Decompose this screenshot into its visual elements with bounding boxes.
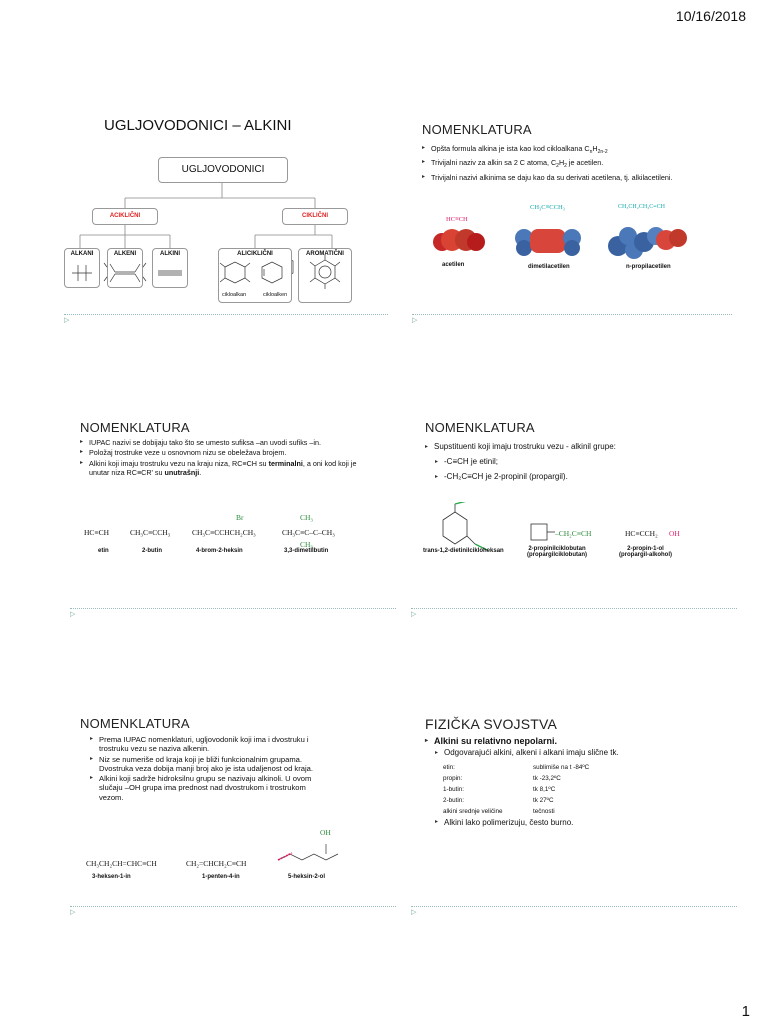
heksinol-skeleton [274, 840, 354, 870]
label-dimethylacetylene: dimetilacetilen [528, 264, 570, 270]
compound-name: propin: [443, 775, 463, 782]
formula-propargyl-group: –CH₂C≡CH [555, 529, 592, 538]
footer-arrow-icon: ▷ [412, 317, 418, 324]
bullet-list [425, 736, 725, 759]
label-acetylene: acetilen [442, 262, 465, 268]
formula-etin: HC≡CH [84, 528, 110, 537]
slide-2 [412, 122, 730, 362]
label-heksen-in: 3-heksen-1-in [92, 874, 131, 880]
slide-title: NOMENKLATURA [80, 716, 190, 731]
bullet: ▸ IUPAC nazivi se dobijaju tako što se umesto sufiksa –an uvodi sufiks –in. [80, 438, 376, 447]
space-filling-models [420, 220, 730, 280]
formula-heksin-ol-oh: OH [320, 828, 331, 837]
bullet-list [422, 144, 722, 183]
slide-title: FIZIČKA SVOJSTVA [425, 716, 558, 732]
structures-overlay [70, 115, 380, 315]
node-alicyclic: ALICIKLIČNI [218, 248, 292, 303]
slide-footer [70, 608, 396, 618]
compound-value: tk 27ºC [533, 797, 554, 804]
bullet: ▸ Alkini koji sadrže hidroksilnu grupu se nazivaju alkinoli. U ovom slučaju –OH grupa ima prednost nad dvostrukom i trostrukom vezom. [90, 774, 330, 802]
node-cyclic: CIKLIČNI [282, 208, 348, 225]
bullet-list [425, 440, 725, 485]
compound-name: 1-butin: [443, 786, 465, 793]
table-row [443, 784, 589, 795]
slide-title: NOMENKLATURA [80, 420, 190, 435]
formula-4-brom-2-heksin: CH₃C≡CCHCH₂CH₃ [192, 528, 256, 537]
bullet: ▸ Odgovarajući alkini, alkeni i alkani imaju slične tk. [425, 748, 725, 759]
label-propylacetylene: n-propilacetilen [626, 264, 671, 270]
footer-arrow-icon: ▷ [70, 909, 76, 916]
label-cycloalkane: cikloalkan [222, 292, 247, 298]
formula-acetylene: HC≡CH [446, 216, 468, 223]
compound-value: tečnosti [533, 808, 555, 815]
table-row [443, 773, 589, 784]
bullet: ▸ Trivijalni naziv za alkin sa 2 C atoma, $C_2H_2$ je acetilen. [422, 158, 722, 171]
bullet-list [435, 818, 725, 828]
formula-dimethylacetylene: CH₃C≡CCH₃ [530, 204, 565, 211]
bullet-list [80, 438, 376, 479]
slide-title: UGLJOVODONICI – ALKINI [104, 117, 292, 134]
formula-dimethylbutin-top: CH₃ [300, 513, 314, 522]
compound-value: tk 8,1ºC [533, 786, 556, 793]
footer-arrow-icon: ▷ [64, 317, 70, 324]
bullet: ▸ -CH₂C≡CH je 2-propinil (propargil). [425, 470, 725, 484]
label-cycloalkene: cikloalken [263, 292, 288, 298]
table-row [443, 795, 589, 806]
label-dietinilcikloheksan: trans-1,2-dietinilcikloheksan [423, 548, 504, 554]
slide-footer [70, 906, 396, 916]
formula-propargyl-alcohol-oh: OH [669, 529, 680, 538]
bullet: ▸ Supstituenti koji imaju trostruku vezu - alkinil grupe: [425, 440, 725, 454]
compound-name: 2-butin: [443, 797, 465, 804]
node-alkynes: ALKINI [152, 248, 188, 288]
bullet: ▸ Trivijalni nazivi alkinima se daju kao da su derivati acetilena, tj. alkilacetileni. [422, 173, 722, 182]
slide-footer [411, 906, 737, 916]
node-alkanes: ALKANI [64, 248, 100, 288]
slide-6 [411, 716, 733, 956]
node-hydrocarbons: UGLJOVODONICI [158, 157, 288, 183]
slide-footer [411, 608, 737, 618]
formula-propargyl-alcohol-chain: HC≡CCH₂ [625, 529, 658, 538]
bullet: ▸ Opšta formula alkina je ista kao kod cikloalkana $C_nH_{2n-2}$ [422, 144, 722, 157]
formula-heksen-in: CH₃CH₂CH=CHC≡CH [86, 859, 157, 868]
footer-arrow-icon: ▷ [70, 611, 76, 618]
label-penten-in: 1-penten-4-in [202, 874, 240, 880]
node-acyclic: ACIKLIČNI [92, 208, 158, 225]
slide-3 [70, 420, 388, 660]
bullet: ▸ Prema IUPAC nomenklaturi, ugljovodonik koji ima i dvostruku i trostruku vezu se naziva alkenin. [90, 735, 330, 754]
footer-arrow-icon: ▷ [411, 909, 417, 916]
footer-arrow-icon: ▷ [411, 611, 417, 618]
boiling-point-table [443, 762, 589, 817]
bullet: ▸ Alkini lako polimerizuju, često burno. [435, 818, 725, 827]
compound-name: etin: [443, 764, 455, 771]
label-etin: etin [98, 548, 109, 554]
node-alkenes: ALKENI [107, 248, 143, 288]
node-aromatic: AROMATIČNI [298, 248, 352, 303]
bullet: ▸ Alkini su relativno nepolarni. [425, 736, 725, 747]
table-row [443, 762, 589, 773]
bullet: ▸ -C≡CH je etinil; [425, 455, 725, 469]
slide-footer [64, 314, 388, 324]
formula-dimethylbutin: CH₃C≡C–C–CH₃ [282, 528, 335, 537]
slide-title: NOMENKLATURA [422, 122, 532, 137]
label-heksin-ol: 5-heksin-2-ol [288, 874, 326, 880]
bullet: ▸ Niz se numeriše od kraja koji je bliži funkcionalnim grupama. Dvostruka veza dobija manji broj ako je ista udaljenost od kraja. [90, 755, 330, 774]
label-dimethylbutin: 3,3-dimetilbutin [284, 548, 329, 554]
compound-value: sublimiše na t -84ºC [533, 764, 590, 771]
slide-4 [411, 420, 733, 660]
page-number: 1 [741, 1003, 750, 1020]
slide-1 [64, 115, 380, 355]
formula-penten-in: CH₂=CHCH₂C≡CH [186, 859, 247, 868]
bullet-list [90, 735, 330, 803]
bullet: ▸ Položaj trostruke veze u osnovnom nizu se obeležava brojem. [80, 448, 376, 457]
label-propin-ol: 2-propin-1-ol (propargil-alkohol) [619, 546, 672, 558]
label-4-brom-2-heksin: 4-brom-2-heksin [196, 548, 243, 554]
table-row [443, 806, 589, 817]
compound-name: alkini srednje veličine [443, 808, 503, 815]
formula-2-butin: CH₃C≡CCH₃ [130, 528, 171, 537]
slide-5 [70, 716, 388, 956]
bullet: ▸ Alkini koji imaju trostruku vezu na kraju niza, RC≡CH su terminalni, a oni kod koji je unutar niza RC≡CR' su unutrašnji. [80, 459, 376, 478]
slide-footer [412, 314, 732, 324]
formula-propylacetylene: CH₃CH₂CH₂C≡CH [618, 204, 666, 210]
formula-4-brom-2-heksin-substituent: Br [236, 513, 244, 522]
page-date: 10/16/2018 [675, 8, 746, 24]
slide-title: NOMENKLATURA [425, 420, 535, 435]
label-propinilciklobutan: 2-propinilciklobutan (propargilciklobutan) [527, 546, 587, 558]
label-2-butin: 2-butin [142, 548, 162, 554]
formula-dimethylbutin-bottom: CH₃ [300, 540, 314, 549]
compound-value: tk -23,2ºC [533, 775, 561, 782]
